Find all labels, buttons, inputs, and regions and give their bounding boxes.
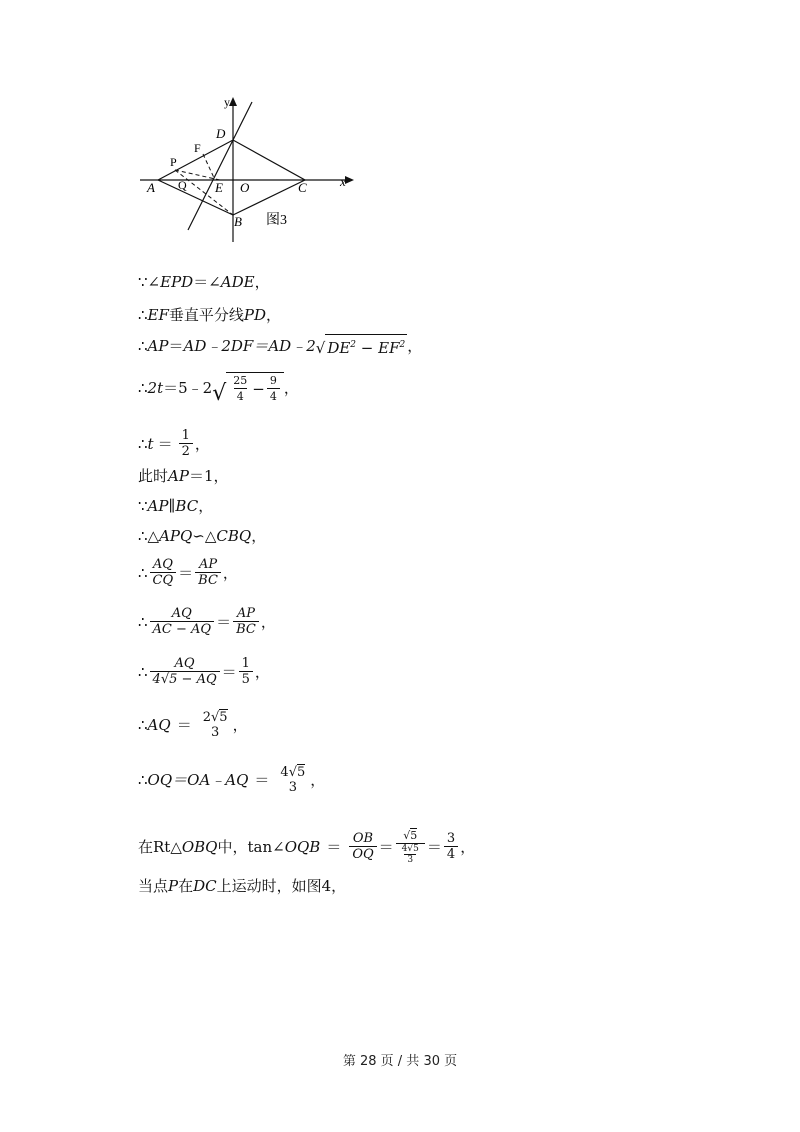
exponent: 2 (399, 340, 406, 350)
solution-line-8 (138, 526, 266, 546)
fraction-aq-cq: $\frac{AQ}{CQ}$ (150, 557, 177, 588)
solution-line-12 (138, 710, 248, 740)
fraction-2sqrt5-3: 2√5 3 (202, 710, 228, 740)
solution-line-2 (138, 305, 281, 325)
label-b: B (234, 214, 242, 229)
equals: ＝ (157, 434, 173, 453)
label-q: Q (178, 178, 187, 192)
because-symbol: ∵ (138, 497, 148, 515)
fraction-ob-oq: $\frac{OB}{OQ}$ (349, 831, 376, 862)
equals: ＝ (216, 612, 232, 631)
label-d: D (216, 126, 226, 141)
sqrt-fraction: √ $\frac{25}{4}$ − $\frac{9}{4}$ (212, 372, 284, 404)
fraction-sqrt5-over-4sqrt5-3: $\frac{√5}{\frac{4√5}{3}}$ (396, 828, 425, 865)
solution-line-15 (138, 876, 346, 896)
in-rt-triangle-text: 在Rt△ (138, 837, 182, 856)
segment-pd: PD (243, 306, 267, 324)
minus: − (252, 379, 265, 398)
comma: ， (222, 563, 238, 582)
therefore-symbol: ∴ (138, 527, 148, 545)
on-text: 在 (178, 877, 194, 895)
at-this-time-text: 此时 (138, 467, 169, 485)
two-t: 2t (147, 379, 164, 397)
fraction-aq-4sqrt5-minus-aq: $\frac{AQ}{4√5 - AQ}$ (150, 656, 220, 687)
geometry-figure-3 (130, 92, 360, 252)
label-p: P (170, 155, 177, 169)
sqrt-de2-ef2: √ $DE^2 - EF^2$ (316, 334, 407, 358)
label-f: F (194, 141, 201, 155)
therefore-symbol: ∴ (138, 771, 148, 789)
segment-dc: DC (193, 877, 217, 895)
comma: ， (254, 273, 270, 291)
therefore-symbol: ∴ (138, 379, 148, 397)
label-a: A (147, 180, 155, 195)
x-axis-arrow (345, 176, 354, 184)
therefore-symbol: ∴ (138, 337, 148, 355)
comma: ， (194, 434, 210, 453)
fraction-1-2: $\frac{1}{2}$ (179, 428, 193, 459)
solution-line-4 (138, 372, 299, 404)
solution-line-11 (138, 656, 270, 687)
oq-expression: OQ＝OA﹣AQ (147, 771, 249, 789)
variable-t: t (147, 434, 154, 453)
equals: ＝ (426, 837, 442, 856)
therefore-symbol: ∴ (138, 662, 148, 681)
comma: ， (283, 379, 299, 397)
segment-ef: EF (147, 306, 169, 324)
triangle-obq: OBQ (181, 837, 218, 856)
equals: ＝ (178, 563, 194, 582)
therefore-symbol: ∴ (138, 612, 148, 631)
angle-ade: ∠ADE (208, 273, 255, 291)
solution-line-5 (138, 428, 210, 459)
figure-caption: 图3 (266, 213, 287, 228)
radicand-ef: − EF (356, 339, 400, 357)
segment-aq: AQ (147, 716, 171, 734)
therefore-symbol: ∴ (138, 434, 148, 453)
expression-ad-minus-2df: AD﹣2DF＝AD﹣2 (183, 337, 316, 355)
equals: ＝ (378, 837, 394, 856)
similar-triangles-statement: △APQ∽△CBQ (147, 527, 252, 545)
comma: ， (460, 837, 476, 856)
ap-value: ＝1， (188, 467, 229, 485)
equals: ＝ (254, 771, 270, 789)
solution-line-6 (138, 466, 229, 486)
comma: ， (310, 771, 326, 789)
moving-figure4-text: 上运动时，如图4， (216, 877, 347, 895)
segment-ap: AP (147, 337, 169, 355)
segment-ap: AP (168, 467, 189, 485)
radicand-de: DE (327, 339, 351, 357)
angle-epd: ∠EPD (147, 273, 194, 291)
equals: ＝ (168, 337, 184, 355)
therefore-symbol: ∴ (138, 563, 148, 582)
exponent: 2 (350, 340, 357, 350)
solution-line-3 (138, 334, 422, 358)
y-axis-arrow (229, 97, 237, 106)
when-point-text: 当点 (138, 877, 169, 895)
therefore-symbol: ∴ (138, 306, 148, 324)
comma: ， (232, 716, 248, 734)
label-x: x (340, 174, 346, 189)
point-p: P (168, 877, 179, 895)
label-o: O (240, 180, 250, 195)
comma: ， (254, 662, 270, 681)
fraction-25-4: $\frac{25}{4}$ (233, 374, 248, 403)
fraction-ap-bc: $\frac{AP}{BC}$ (195, 557, 221, 588)
equals: ＝ (326, 837, 342, 856)
page-footer: 第 28 页 / 共 30 页 (342, 1054, 458, 1069)
comma: ， (407, 337, 423, 355)
fraction-9-4: $\frac{9}{4}$ (267, 373, 280, 404)
because-symbol: ∵ (138, 273, 148, 291)
label-e: E (215, 180, 223, 195)
comma: ， (266, 306, 282, 324)
expression-5-minus-2: ＝5﹣2 (163, 379, 213, 397)
comma: ， (260, 612, 276, 631)
label-c: C (298, 180, 307, 195)
label-y: y (224, 95, 230, 109)
equals: ＝ (221, 662, 237, 681)
tan-text: 中，tan∠ (217, 837, 285, 856)
fraction-aq-ac-minus-aq: $\frac{AQ}{AC - AQ}$ (150, 606, 215, 637)
solution-line-13 (138, 765, 325, 795)
equals: ＝ (193, 273, 209, 291)
solution-line-10 (138, 606, 276, 637)
parallel-statement: AP∥BC (147, 497, 199, 515)
solution-line-14 (138, 828, 475, 865)
equals: ＝ (176, 716, 192, 734)
perpendicular-bisector-text: 垂直平分线 (168, 306, 244, 324)
fraction-4sqrt5-3: 4√5 3 (280, 765, 306, 795)
angle-oqb: OQB (284, 837, 321, 856)
solution-line-7 (138, 496, 213, 516)
comma: ， (251, 527, 267, 545)
solution-line-9 (138, 557, 238, 588)
fraction-ap-bc: $\frac{AP}{BC}$ (233, 606, 259, 637)
comma: ， (198, 497, 214, 515)
dashed-fe (203, 154, 215, 180)
therefore-symbol: ∴ (138, 716, 148, 734)
fraction-3-4: $\frac{3}{4}$ (444, 831, 458, 862)
solution-line-1 (138, 272, 270, 292)
fraction-1-5: $\frac{1}{5}$ (239, 656, 253, 687)
